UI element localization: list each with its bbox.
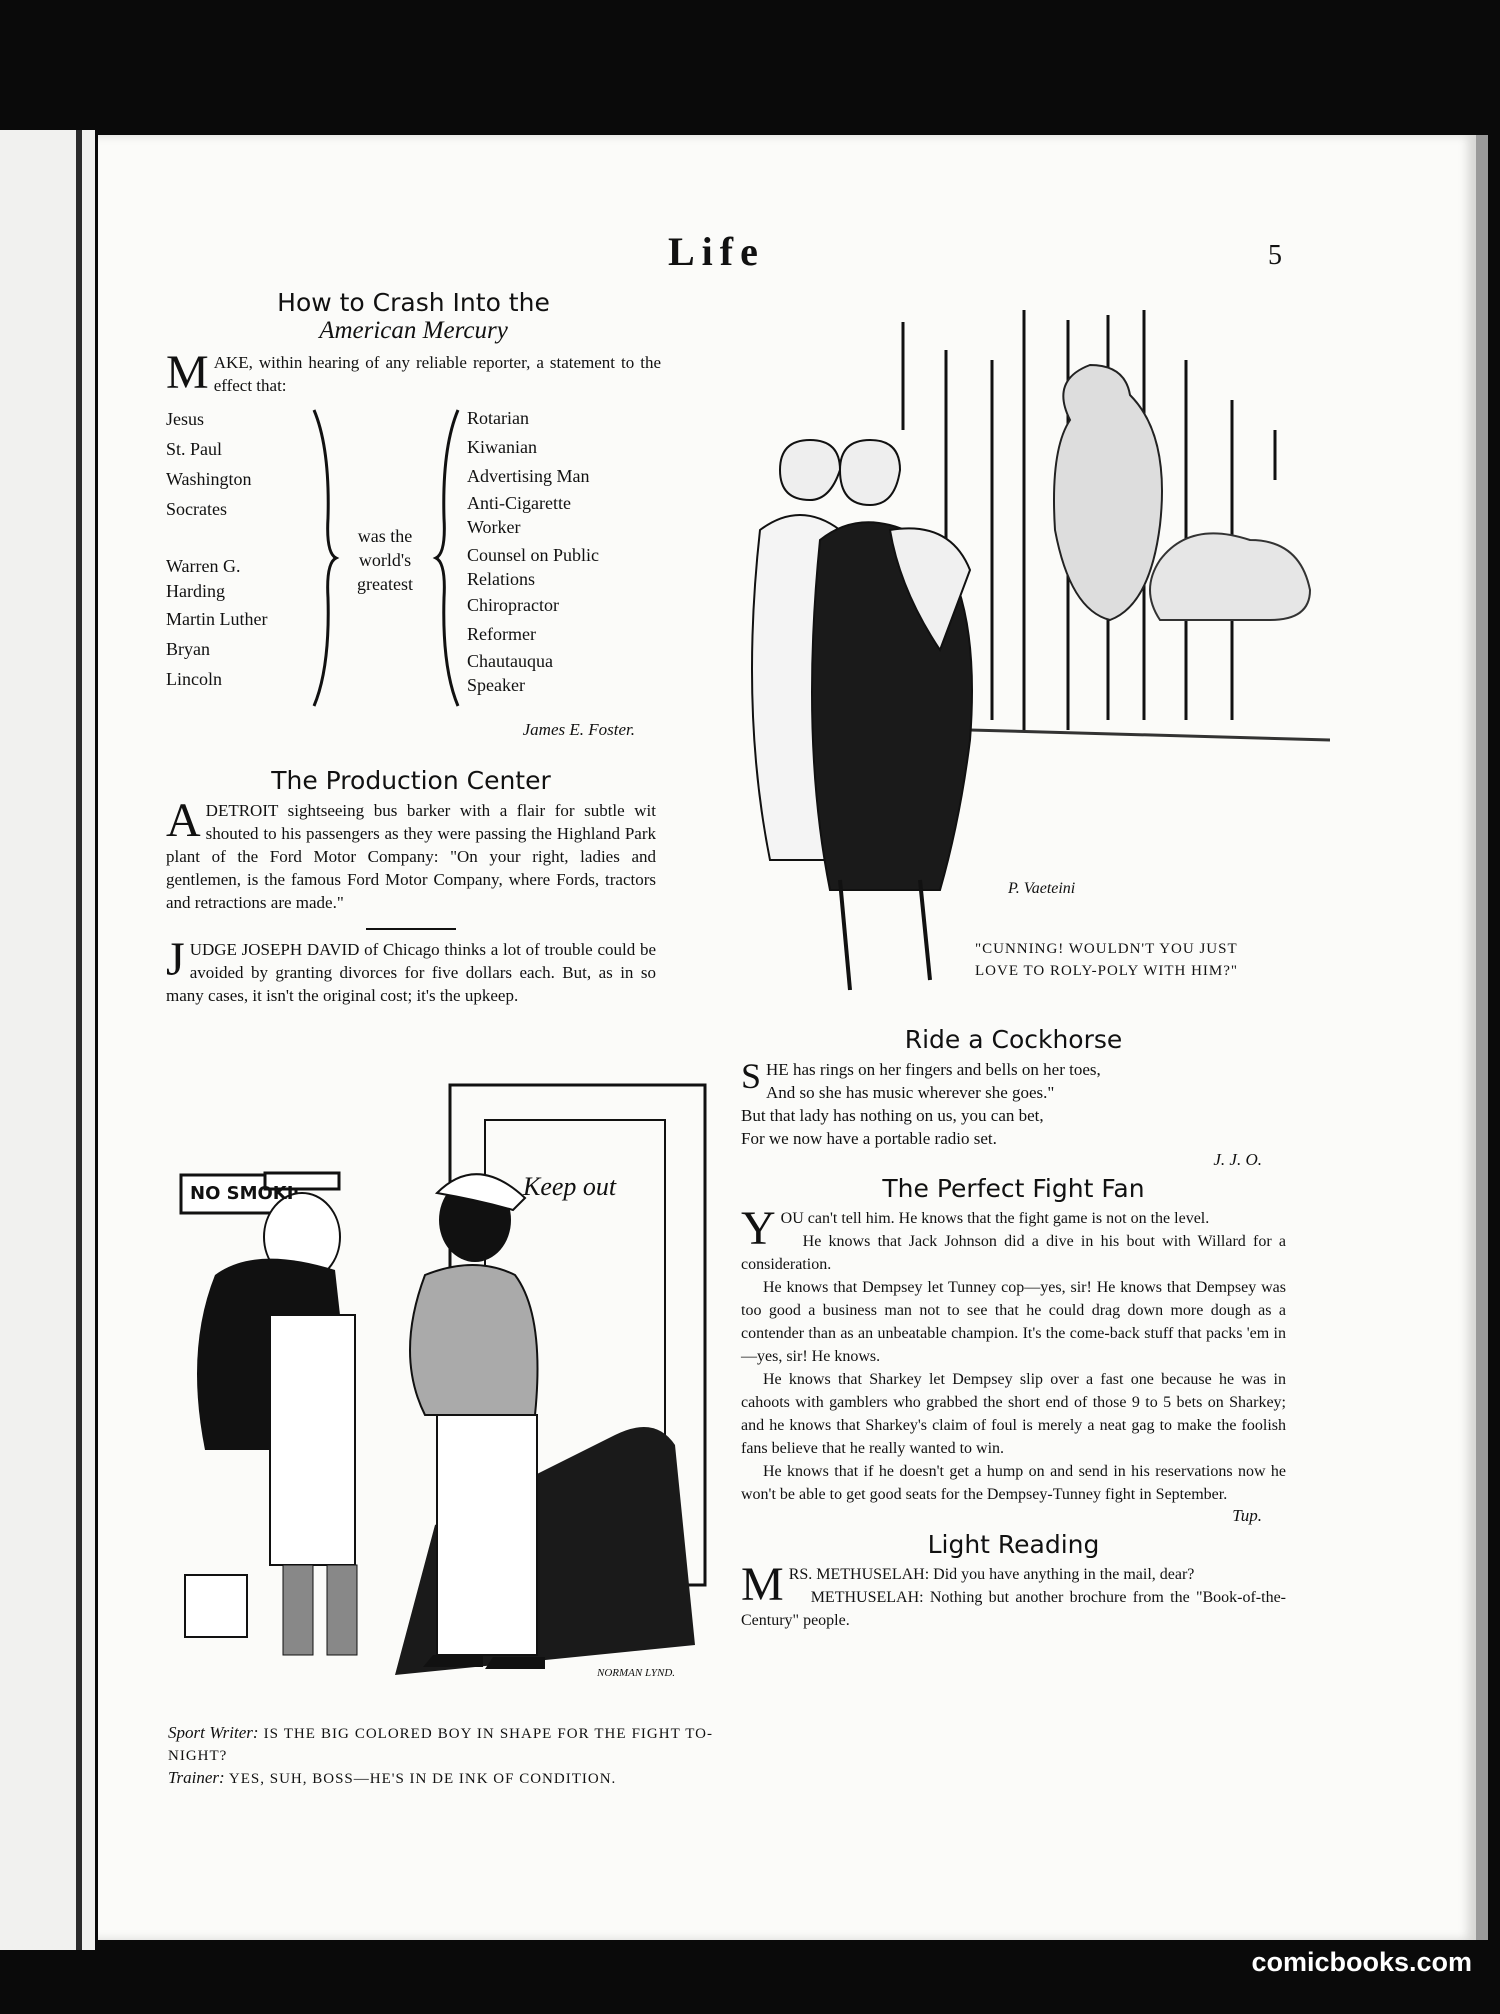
page-edge-shadow bbox=[1476, 135, 1488, 1940]
poem-line: HE has rings on her fingers and bells on her toes, bbox=[766, 1060, 1101, 1079]
fightfan-p1-text: OU can't tell him. He knows that the fight game is not on the level. bbox=[780, 1210, 1210, 1227]
role-item: Kiwanian bbox=[467, 437, 537, 457]
crash-left-names bbox=[166, 404, 316, 694]
crash-title-line1: How to Crash Into the bbox=[277, 288, 550, 317]
keep-out-sign: Keep out bbox=[523, 1172, 617, 1201]
production-dropcap: A bbox=[166, 794, 201, 847]
page-number: 5 bbox=[1268, 240, 1282, 271]
lightreading-p1-text: RS. METHUSELAH: Did you have anything in the mail, dear? bbox=[788, 1566, 1195, 1583]
right-brace bbox=[432, 408, 462, 708]
name-item: Martin Luther bbox=[166, 609, 268, 629]
crash-right-names bbox=[467, 404, 667, 697]
name-item: Socrates bbox=[166, 499, 227, 519]
fightfan-signature: Tup. bbox=[1232, 1506, 1262, 1525]
bear-zoo-cartoon bbox=[690, 300, 1330, 1010]
caption-speaker-2: Trainer: bbox=[168, 1768, 225, 1787]
role-item: Chautauqua Speaker bbox=[467, 651, 553, 695]
fightfan-body bbox=[741, 1202, 1286, 1506]
poem-line: And so she has music wherever she goes." bbox=[766, 1083, 1055, 1102]
production-body bbox=[166, 794, 656, 914]
crash-intro bbox=[166, 346, 661, 399]
no-smoking-sign: NO SMOKI bbox=[190, 1183, 294, 1204]
role-item: Rotarian bbox=[467, 408, 529, 428]
judge-body bbox=[166, 933, 656, 1007]
role-item: Chiropractor bbox=[467, 595, 559, 615]
fightfan-title: The Perfect Fight Fan bbox=[882, 1174, 1145, 1203]
right-column bbox=[741, 1025, 1286, 1632]
lightreading-speaker: METHUSELAH: bbox=[810, 1589, 924, 1606]
caption-speaker-1: Sport Writer: bbox=[168, 1723, 259, 1742]
fight-cartoon bbox=[175, 1075, 720, 1720]
bear-cartoon-caption: "CUNNING! WOULDN'T YOU JUST LOVE TO ROLY-POLY WITH HIM?" bbox=[975, 941, 1239, 979]
poem-line: For we now have a portable radio set. bbox=[741, 1129, 997, 1148]
judge-dropcap: J bbox=[166, 933, 185, 986]
site-watermark: comicbooks.com bbox=[1251, 1947, 1472, 1977]
crash-middle: was the world's greatest bbox=[357, 526, 413, 594]
name-item: Bryan bbox=[166, 639, 210, 659]
production-text: DETROIT sightseeing bus barker with a flair for subtle wit shouted to his passengers as they were passing the Highland Park plant of the Ford Motor Company: "On your right, ladies and gentlemen, is the famous Ford Motor Company, where Fords, tractors and retractions are made." bbox=[166, 801, 656, 912]
lightreading-body bbox=[741, 1558, 1287, 1632]
section-rule bbox=[366, 928, 456, 930]
name-item: Washington bbox=[166, 469, 252, 489]
production-title: The Production Center bbox=[271, 766, 551, 795]
caption-text-2: YES, SUH, BOSS—HE'S IN DE INK OF CONDITION. bbox=[228, 1771, 617, 1787]
crash-title-line2: American Mercury bbox=[319, 317, 508, 344]
name-item: Warren G. Harding bbox=[166, 556, 241, 601]
bear-cartoon-signature: P. Vaeteini bbox=[1008, 880, 1076, 897]
fightfan-p2: He knows that Jack Johnson did a dive in his bout with Willard for a consideration. bbox=[741, 1233, 1286, 1273]
cockhorse-dropcap: S bbox=[741, 1056, 762, 1096]
role-item: Anti-Cigarette Worker bbox=[467, 493, 571, 537]
poem-line: But that lady has nothing on us, you can bet, bbox=[741, 1106, 1044, 1125]
role-item: Reformer bbox=[467, 624, 536, 644]
lightreading-title: Light Reading bbox=[927, 1530, 1100, 1559]
left-brace bbox=[310, 408, 340, 708]
crash-signature: James E. Foster. bbox=[522, 720, 635, 739]
crash-article bbox=[166, 288, 661, 397]
fight-cartoon-caption bbox=[168, 1722, 713, 1790]
fight-cartoon-artist: NORMAN LYND. bbox=[597, 1667, 676, 1679]
caption-text-1: IS THE BIG COLORED BOY IN SHAPE FOR THE FIGHT TO-NIGHT? bbox=[168, 1726, 713, 1764]
name-item: St. Paul bbox=[166, 439, 223, 459]
cockhorse-poem bbox=[741, 1058, 1286, 1150]
lightreading-dropcap: M bbox=[741, 1558, 784, 1611]
crash-dropcap: M bbox=[166, 346, 209, 399]
lightreading-p2-text: Nothing but another brochure from the "Book-of-the-Century" people. bbox=[741, 1589, 1287, 1629]
role-item: Advertising Man bbox=[467, 466, 590, 486]
masthead: Life bbox=[668, 229, 765, 274]
lightreading-p2 bbox=[741, 1586, 1286, 1632]
fightfan-dropcap: Y bbox=[741, 1202, 776, 1255]
name-item: Lincoln bbox=[166, 669, 222, 689]
production-article bbox=[166, 766, 656, 1007]
binding-shadow bbox=[76, 130, 82, 1950]
fightfan-p5: He knows that if he doesn't get a hump on and send in his reservations now he won't be able to get good seats for the Dempsey-Tunney fight in September. bbox=[741, 1463, 1286, 1503]
name-item: Jesus bbox=[166, 409, 205, 429]
crash-intro-text: AKE, within hearing of any reliable reporter, a statement to the effect that: bbox=[213, 353, 661, 395]
caption-line-1 bbox=[168, 1722, 713, 1767]
cockhorse-signature: J. J. O. bbox=[1213, 1150, 1262, 1169]
fightfan-p3: He knows that Dempsey let Tunney cop—yes, sir! He knows that Dempsey was too good a business man not to see that he could drag down more dough as a contender than as an unbeatable champion. It's the come-back stuff that packs 'em in—yes, sir! He knows. bbox=[741, 1279, 1286, 1365]
fightfan-p4: He knows that Sharkey let Dempsey slip over a fast one because he was in cahoots with gamblers who grabbed the short end of those 9 to 5 bets on Sharkey; and he knows that Sharkey's claim of foul is merely a neat gag to make the foolish fans believe that he really wanted to win. bbox=[741, 1371, 1286, 1457]
judge-text: UDGE JOSEPH DAVID of Chicago thinks a lot of trouble could be avoided by granting divorces for five dollars each. But, as in so many cases, it isn't the original cost; it's the upkeep. bbox=[166, 940, 656, 1005]
cockhorse-title: Ride a Cockhorse bbox=[904, 1025, 1123, 1054]
caption-line-2 bbox=[168, 1767, 713, 1790]
role-item: Counsel on Public Relations bbox=[467, 545, 600, 589]
